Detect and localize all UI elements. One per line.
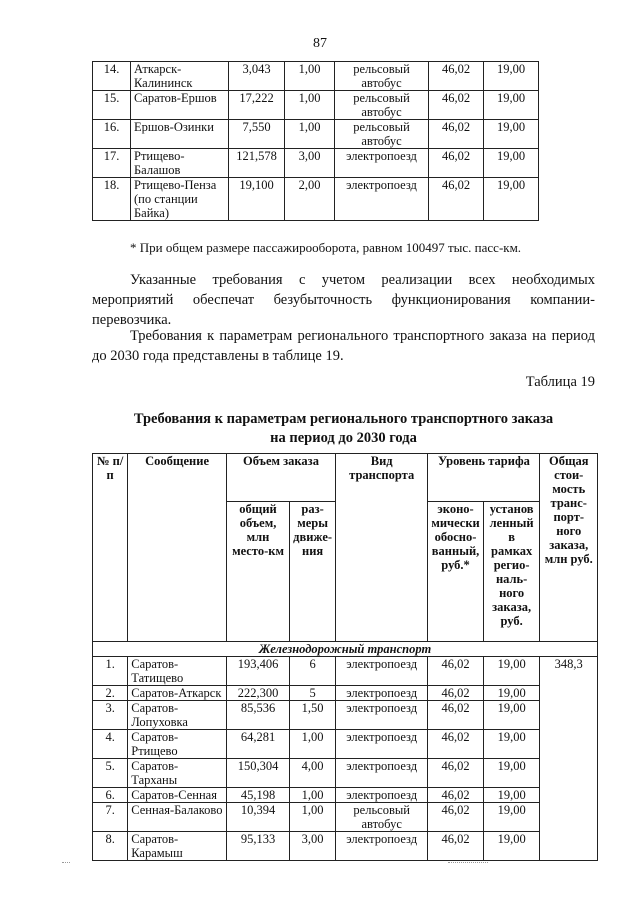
tariff-set-value: 19,00 <box>484 91 539 120</box>
table-title <box>92 410 595 448</box>
route-name: Саратов-Карамыш <box>128 832 227 861</box>
main-table <box>92 453 598 861</box>
table-row <box>93 701 598 730</box>
table-row <box>93 759 598 788</box>
scan-mark-left <box>62 862 70 863</box>
frequency-value: 4,00 <box>290 759 336 788</box>
row-number: 3. <box>93 701 128 730</box>
footnote: * При общем размере пассажирооборота, равном 100497 тыс. пасс-км. <box>130 240 522 255</box>
tariff-set-value: 19,00 <box>483 832 540 861</box>
row-number: 16. <box>93 120 131 149</box>
header-volume-group: Объем заказа <box>226 454 335 502</box>
frequency-value: 6 <box>290 657 336 686</box>
volume-value: 85,536 <box>226 701 289 730</box>
frequency-value: 1,00 <box>285 62 335 91</box>
route-name: Саратов-Лопуховка <box>128 701 227 730</box>
transport-type: электропоезд <box>336 788 428 803</box>
continuation-table <box>92 61 539 221</box>
row-number: 17. <box>93 149 131 178</box>
table-row <box>93 120 539 149</box>
table-title-line-1: Требования к параметрам регионального транспортного заказа <box>133 411 554 427</box>
volume-value: 7,550 <box>229 120 285 149</box>
scan-mark <box>448 862 488 863</box>
frequency-value: 3,00 <box>290 832 336 861</box>
header-num: № п/п <box>93 454 128 642</box>
frequency-value: 1,00 <box>285 91 335 120</box>
tariff-set-value: 19,00 <box>484 178 539 221</box>
route-name: Саратов-Аткарск <box>128 686 227 701</box>
frequency-value: 5 <box>290 686 336 701</box>
tariff-set-value: 19,00 <box>483 701 540 730</box>
tariff-set-value: 19,00 <box>483 788 540 803</box>
row-number: 6. <box>93 788 128 803</box>
table-row <box>93 730 598 759</box>
tariff-set-value: 19,00 <box>483 759 540 788</box>
paragraph-table-reference: Требования к параметрам регионального транспортного заказа на период до 2030 года представлены в таблице 19. <box>92 328 595 364</box>
row-number: 8. <box>93 832 128 861</box>
header-volume-total: общий объем, млн место-км <box>226 502 289 642</box>
tariff-econ-value: 46,02 <box>428 788 483 803</box>
table-row <box>93 657 598 686</box>
tariff-econ-value: 46,02 <box>429 149 484 178</box>
table-row <box>93 62 539 91</box>
route-name: Саратов-Ершов <box>131 91 229 120</box>
transport-type: рельсовый автобус <box>336 803 428 832</box>
row-number: 18. <box>93 178 131 221</box>
row-number: 1. <box>93 657 128 686</box>
header-transport: Вид транспорта <box>336 454 428 642</box>
paragraph-requirements: Указанные требования с учетом реализации всех необходимых мероприятий обеспечат безубыточность функционирования компании-перевозчика. <box>92 272 595 328</box>
frequency-value: 1,50 <box>290 701 336 730</box>
tariff-set-value: 19,00 <box>483 686 540 701</box>
transport-type: электропоезд <box>336 730 428 759</box>
volume-value: 150,304 <box>226 759 289 788</box>
frequency-value: 2,00 <box>285 178 335 221</box>
transport-type: электропоезд <box>336 832 428 861</box>
route-name: Аткарск-Калининск <box>131 62 229 91</box>
table-title-line-2: на период до 2030 года <box>270 430 417 446</box>
table-row <box>93 91 539 120</box>
tariff-econ-value: 46,02 <box>428 832 483 861</box>
route-name: Ртищево-Пенза (по станции Байка) <box>131 178 229 221</box>
transport-type: электропоезд <box>335 178 429 221</box>
table-caption: Таблица 19 <box>525 374 595 390</box>
route-name: Сенная-Балаково <box>128 803 227 832</box>
tariff-econ-value: 46,02 <box>429 91 484 120</box>
frequency-value: 1,00 <box>290 803 336 832</box>
volume-value: 64,281 <box>226 730 289 759</box>
tariff-econ-value: 46,02 <box>428 803 483 832</box>
header-tariff-group: Уровень тарифа <box>428 454 540 502</box>
tariff-econ-value: 46,02 <box>428 701 483 730</box>
table-row <box>93 803 598 832</box>
transport-type: электропоезд <box>336 759 428 788</box>
tariff-set-value: 19,00 <box>484 149 539 178</box>
transport-type: электропоезд <box>335 149 429 178</box>
route-name: Ершов-Озинки <box>131 120 229 149</box>
volume-value: 10,394 <box>226 803 289 832</box>
tariff-set-value: 19,00 <box>483 803 540 832</box>
volume-value: 45,198 <box>226 788 289 803</box>
volume-value: 19,100 <box>229 178 285 221</box>
tariff-set-value: 19,00 <box>484 62 539 91</box>
volume-value: 3,043 <box>229 62 285 91</box>
transport-type: рельсовый автобус <box>335 91 429 120</box>
tariff-econ-value: 46,02 <box>428 730 483 759</box>
volume-value: 95,133 <box>226 832 289 861</box>
row-number: 14. <box>93 62 131 91</box>
row-number: 2. <box>93 686 128 701</box>
table-row <box>93 178 539 221</box>
volume-value: 193,406 <box>226 657 289 686</box>
transport-type: электропоезд <box>336 701 428 730</box>
route-name: Саратов-Тарханы <box>128 759 227 788</box>
table-row <box>93 149 539 178</box>
route-name: Саратов-Ртищево <box>128 730 227 759</box>
route-name: Саратов-Татищево <box>128 657 227 686</box>
row-number: 5. <box>93 759 128 788</box>
transport-type: рельсовый автобус <box>335 62 429 91</box>
tariff-econ-value: 46,02 <box>429 62 484 91</box>
table-row <box>93 788 598 803</box>
frequency-value: 1,00 <box>290 730 336 759</box>
header-volume-freq: раз-меры движе-ния <box>290 502 336 642</box>
frequency-value: 1,00 <box>290 788 336 803</box>
section-label: Железнодорожный транспорт <box>93 642 598 657</box>
row-number: 15. <box>93 91 131 120</box>
header-tariff-set: установ ленный в рамках регио-наль-ного заказа, руб. <box>483 502 540 642</box>
tariff-econ-value: 46,02 <box>428 759 483 788</box>
route-name: Ртищево-Балашов <box>131 149 229 178</box>
table-row <box>93 686 598 701</box>
tariff-set-value: 19,00 <box>483 730 540 759</box>
tariff-set-value: 19,00 <box>483 657 540 686</box>
tariff-econ-value: 46,02 <box>428 686 483 701</box>
transport-type: рельсовый автобус <box>335 120 429 149</box>
tariff-econ-value: 46,02 <box>429 120 484 149</box>
route-name: Саратов-Сенная <box>128 788 227 803</box>
transport-type: электропоезд <box>336 657 428 686</box>
volume-value: 222,300 <box>226 686 289 701</box>
header-route: Сообщение <box>128 454 227 642</box>
transport-type: электропоезд <box>336 686 428 701</box>
tariff-set-value: 19,00 <box>484 120 539 149</box>
tariff-econ-value: 46,02 <box>429 178 484 221</box>
frequency-value: 3,00 <box>285 149 335 178</box>
row-number: 4. <box>93 730 128 759</box>
frequency-value: 1,00 <box>285 120 335 149</box>
header-total-cost: Общая стои-мость транс-порт-ного заказа, млн руб. <box>540 454 598 642</box>
header-tariff-econ: эконо-мически обосно-ванный, руб.* <box>428 502 483 642</box>
table-row <box>93 832 598 861</box>
volume-value: 17,222 <box>229 91 285 120</box>
volume-value: 121,578 <box>229 149 285 178</box>
total-cost-value: 348,3 <box>540 657 598 861</box>
page-number: 87 <box>313 36 327 51</box>
tariff-econ-value: 46,02 <box>428 657 483 686</box>
row-number: 7. <box>93 803 128 832</box>
